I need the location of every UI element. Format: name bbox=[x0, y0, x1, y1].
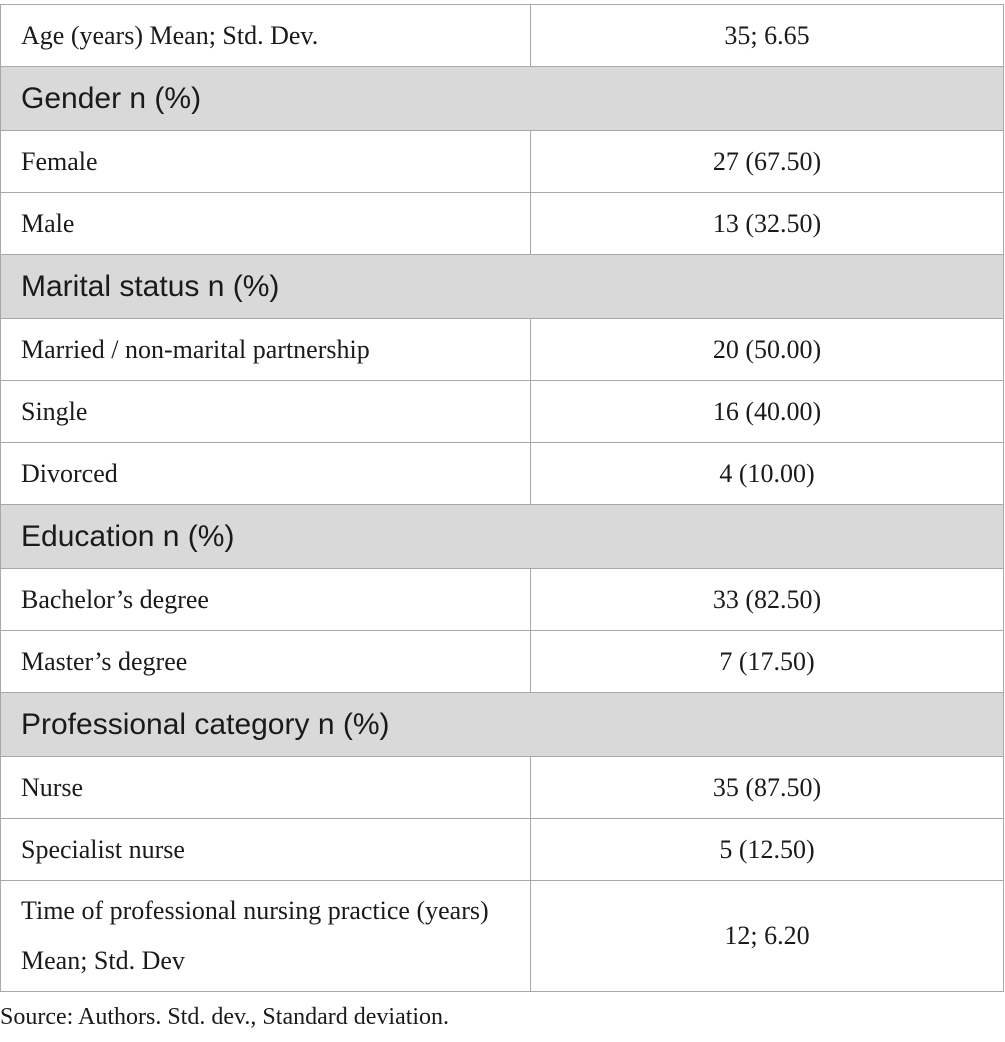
row-label: Male bbox=[1, 193, 531, 254]
row-value: 5 (12.50) bbox=[531, 819, 1004, 880]
row-value: 4 (10.00) bbox=[531, 443, 1004, 504]
table-row bbox=[1, 757, 1004, 819]
row-value: 16 (40.00) bbox=[531, 381, 1004, 442]
section-title: Marital status n (%) bbox=[1, 255, 1004, 318]
row-value: 20 (50.00) bbox=[531, 319, 1004, 380]
table-footnote: Source: Authors. Std. dev., Standard deviation. bbox=[0, 1004, 450, 1030]
row-value: 12; 6.20 bbox=[531, 881, 1004, 991]
table-row bbox=[1, 131, 1004, 193]
row-label: Female bbox=[1, 131, 531, 192]
table-row bbox=[1, 443, 1004, 505]
section-title: Gender n (%) bbox=[1, 67, 1004, 130]
table-row bbox=[1, 569, 1004, 631]
row-value: 33 (82.50) bbox=[531, 569, 1004, 630]
section-title: Professional category n (%) bbox=[1, 693, 1004, 756]
row-label: Time of professional nursing practice (years) Mean; Std. Dev bbox=[1, 881, 531, 991]
table-row bbox=[1, 881, 1004, 992]
section-header-gender bbox=[1, 67, 1004, 131]
row-value: 13 (32.50) bbox=[531, 193, 1004, 254]
row-label: Divorced bbox=[1, 443, 531, 504]
section-header-marital-status bbox=[1, 255, 1004, 319]
row-value: 35; 6.65 bbox=[531, 5, 1004, 66]
table-row bbox=[1, 819, 1004, 881]
table-row bbox=[1, 5, 1004, 67]
table-row bbox=[1, 631, 1004, 693]
row-value: 35 (87.50) bbox=[531, 757, 1004, 818]
table-row bbox=[1, 381, 1004, 443]
row-value: 27 (67.50) bbox=[531, 131, 1004, 192]
row-label: Bachelor’s degree bbox=[1, 569, 531, 630]
section-title: Education n (%) bbox=[1, 505, 1004, 568]
row-label: Age (years) Mean; Std. Dev. bbox=[1, 5, 531, 66]
section-header-education bbox=[1, 505, 1004, 569]
row-label: Single bbox=[1, 381, 531, 442]
table-row bbox=[1, 193, 1004, 255]
row-label: Married / non-marital partnership bbox=[1, 319, 531, 380]
row-label: Nurse bbox=[1, 757, 531, 818]
row-label: Specialist nurse bbox=[1, 819, 531, 880]
demographics-table bbox=[0, 4, 1004, 992]
row-value: 7 (17.50) bbox=[531, 631, 1004, 692]
table-row bbox=[1, 319, 1004, 381]
row-label: Master’s degree bbox=[1, 631, 531, 692]
section-header-professional-category bbox=[1, 693, 1004, 757]
